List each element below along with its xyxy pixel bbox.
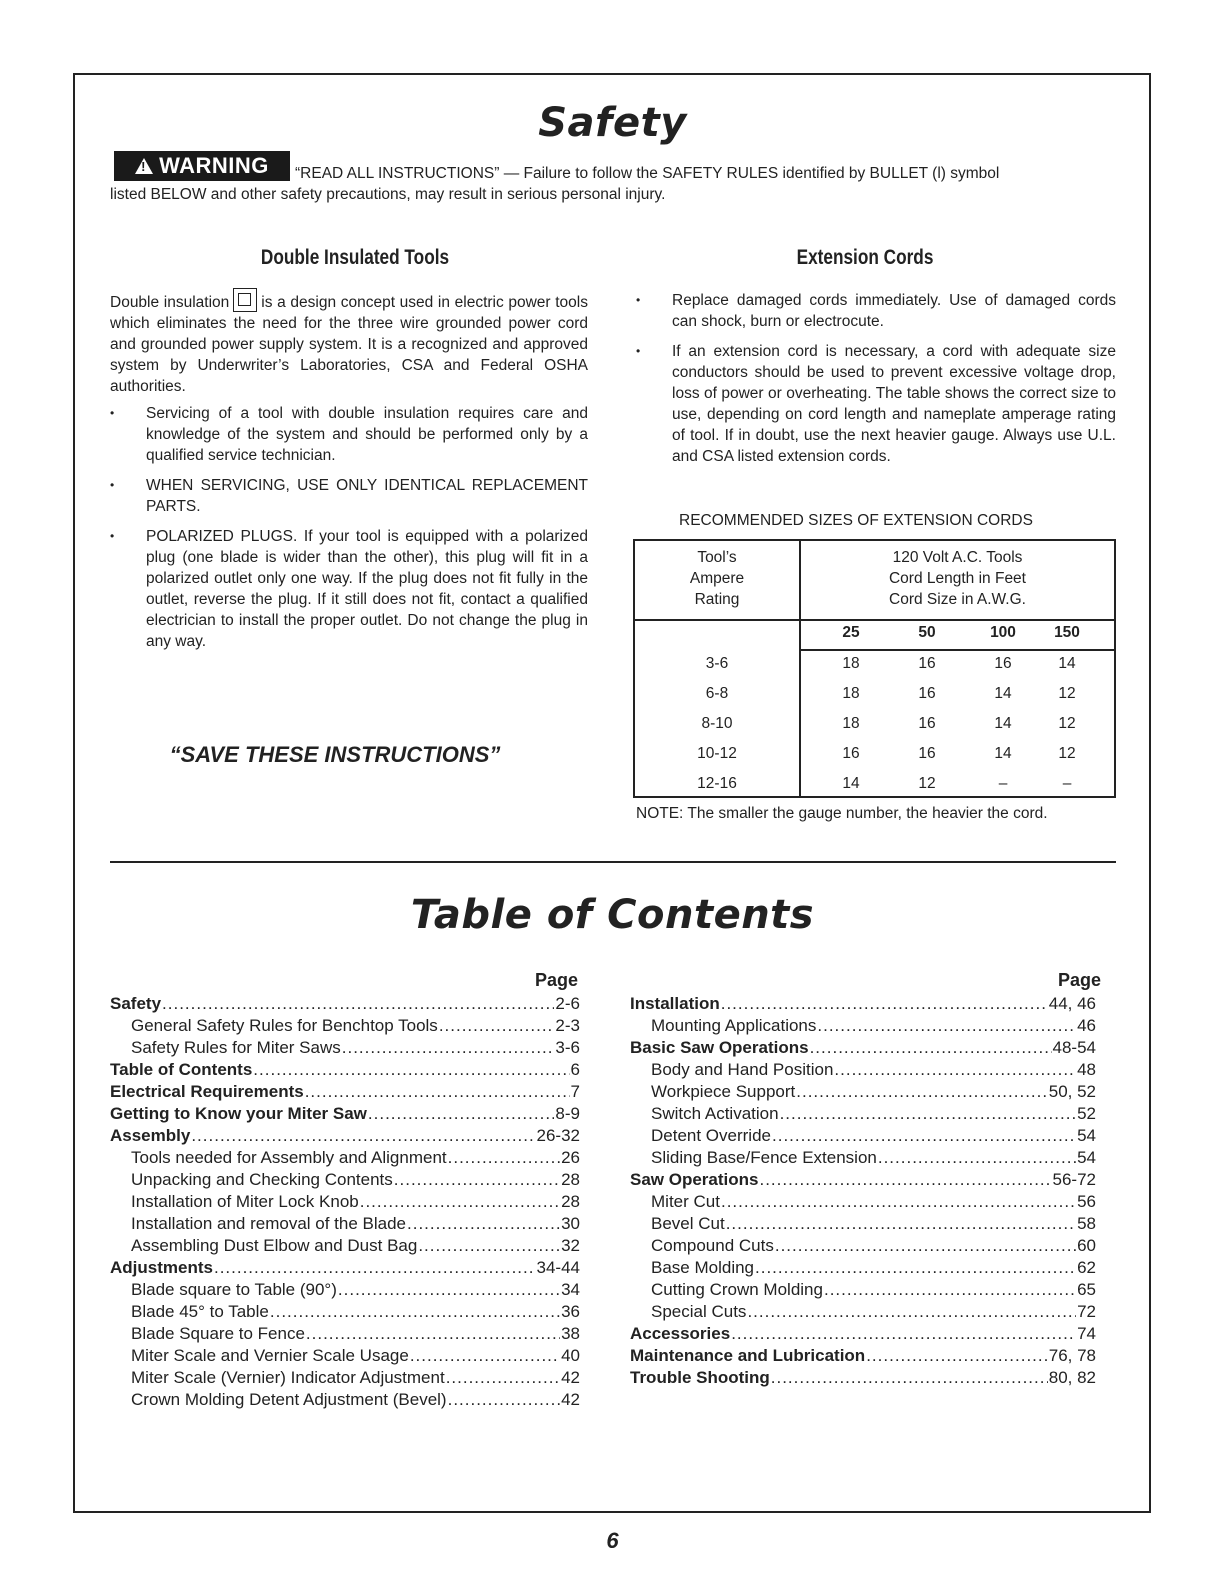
toc-entry-page: 28 xyxy=(561,1192,580,1211)
toc-entry-page: 48-54 xyxy=(1052,1038,1096,1057)
toc-leader-dots xyxy=(407,1213,560,1235)
toc-entry xyxy=(630,993,1096,1015)
toc-entry-label: Cutting Crown Molding xyxy=(651,1280,823,1299)
gauge-cell: 12 xyxy=(1058,745,1076,762)
toc-entry-page: 26-32 xyxy=(536,1126,580,1145)
toc-leader-dots xyxy=(448,1147,560,1169)
toc-entry-label: Crown Molding Detent Adjustment (Bevel) xyxy=(131,1390,447,1409)
toc-page-header-right: Page xyxy=(1058,970,1102,990)
toc-entry-label: Maintenance and Lubrication xyxy=(630,1346,866,1365)
cord-length-row xyxy=(801,624,1114,645)
toc-entry-page: 42 xyxy=(561,1390,580,1409)
rating-cell: 10-12 xyxy=(697,745,737,762)
section-divider xyxy=(110,861,1116,863)
toc-entry xyxy=(110,1103,580,1125)
toc-entry-page: 58 xyxy=(1077,1214,1096,1233)
toc-entry xyxy=(110,1037,580,1059)
toc-leader-dots xyxy=(866,1345,1048,1367)
toc-leader-dots xyxy=(796,1081,1047,1103)
toc-leader-dots xyxy=(394,1169,560,1191)
rating-cell: 12-16 xyxy=(697,775,737,792)
toc-page-header-left: Page xyxy=(535,970,579,990)
toc-entry-page: 76, 78 xyxy=(1048,1346,1096,1365)
toc-entry-label: Installation xyxy=(630,994,720,1013)
toc-entry-page: 72 xyxy=(1077,1302,1096,1321)
list-item: • WHEN SERVICING, USE ONLY IDENTICAL REPLACEMENT PARTS. xyxy=(110,475,588,517)
toc-leader-dots xyxy=(448,1389,560,1411)
toc-entry xyxy=(110,1213,580,1235)
header-line: Rating xyxy=(694,591,740,608)
list-item: • If an extension cord is necessary, a cord with adequate size conductors should be used to prevent excessive voltage drop, loss of power or overheating. The table shows the correct size to use, depending on cord length and nameplate amperage rating of tool. If in doubt, use the next heavier gauge. Always use U.L. and CSA listed extension cords. xyxy=(636,341,1116,467)
toc-leader-dots xyxy=(410,1345,560,1367)
intro-line-1: “READ ALL INSTRUCTIONS” — Failure to follow the SAFETY RULES identified by BULLET (l) symbol xyxy=(295,165,1000,182)
toc-entry-page: 7 xyxy=(570,1082,580,1101)
toc-entry-label: Tools needed for Assembly and Alignment xyxy=(131,1148,447,1167)
toc-leader-dots xyxy=(439,1015,555,1037)
toc-entry-label: Compound Cuts xyxy=(651,1236,774,1255)
toc-entry-label: Workpiece Support xyxy=(651,1082,796,1101)
toc-leader-dots xyxy=(755,1257,1076,1279)
double-insulated-paragraph xyxy=(110,288,588,397)
toc-entry xyxy=(630,1213,1096,1235)
toc-entry xyxy=(630,1235,1096,1257)
gauge-cell: 16 xyxy=(918,655,936,672)
toc-entry-label: Saw Operations xyxy=(630,1170,759,1189)
gauge-cell: 16 xyxy=(918,745,936,762)
toc-entry-label: Table of Contents xyxy=(110,1060,253,1079)
toc-leader-dots xyxy=(878,1147,1076,1169)
table-row xyxy=(635,655,1114,679)
rating-cell: 6-8 xyxy=(705,685,729,702)
toc-entry xyxy=(110,1125,580,1147)
toc-leader-dots xyxy=(771,1367,1048,1389)
rating-cell: 8-10 xyxy=(701,715,733,732)
toc-entry xyxy=(630,1037,1096,1059)
toc-leader-dots xyxy=(810,1037,1052,1059)
toc-leader-dots xyxy=(305,1081,570,1103)
toc-entry-page: 40 xyxy=(561,1346,580,1365)
toc-entry-label: Base Molding xyxy=(651,1258,755,1277)
gauge-cell: 18 xyxy=(842,655,860,672)
di-text-start: Double insulation xyxy=(110,294,230,311)
toc-leader-dots xyxy=(780,1103,1077,1125)
toc-entry-page: 32 xyxy=(561,1236,580,1255)
toc-entry-label: Safety Rules for Miter Saws xyxy=(131,1038,341,1057)
gauge-cell: 14 xyxy=(994,685,1012,702)
save-instructions: “SAVE THESE INSTRUCTIONS” xyxy=(169,742,501,767)
toc-entry-page: 52 xyxy=(1077,1104,1096,1123)
toc-entry-label: Special Cuts xyxy=(651,1302,747,1321)
toc-entry xyxy=(630,1081,1096,1103)
toc-entry xyxy=(630,1345,1096,1367)
toc-entry xyxy=(630,1103,1096,1125)
gauge-cell: 14 xyxy=(994,715,1012,732)
table-row xyxy=(635,685,1114,709)
table-row xyxy=(635,775,1114,799)
page-number: 6 xyxy=(606,1528,619,1553)
toc-entry-page: 56 xyxy=(1077,1192,1096,1211)
toc-entry xyxy=(110,993,580,1015)
toc-entry xyxy=(110,1081,580,1103)
toc-entry xyxy=(110,1169,580,1191)
toc-entry-page: 2-3 xyxy=(555,1016,580,1035)
toc-leader-dots xyxy=(726,1213,1076,1235)
toc-entry-page: 56-72 xyxy=(1052,1170,1096,1189)
header-line: 120 Volt A.C. Tools xyxy=(892,549,1023,566)
toc-entry-label: Mounting Applications xyxy=(651,1016,817,1035)
gauge-cell: 16 xyxy=(918,715,936,732)
toc-leader-dots xyxy=(834,1059,1076,1081)
toc-entry-label: Safety xyxy=(110,994,162,1013)
list-item: • Servicing of a tool with double insulation requires care and knowledge of the system and should be performed only by a qualified service technician. xyxy=(110,403,588,466)
extension-cords-bullets xyxy=(636,290,1116,476)
toc-title: Table of Contents xyxy=(410,892,815,938)
toc-entry-label: Accessories xyxy=(630,1324,731,1343)
toc-entry-label: Switch Activation xyxy=(651,1104,779,1123)
toc-leader-dots xyxy=(306,1323,560,1345)
toc-entry-page: 54 xyxy=(1077,1126,1096,1145)
toc-entry xyxy=(630,1367,1096,1389)
toc-leader-dots xyxy=(191,1125,535,1147)
toc-entry-label: Assembly xyxy=(110,1126,191,1145)
toc-entry-page: 48 xyxy=(1077,1060,1096,1079)
cord-table-title: RECOMMENDED SIZES OF EXTENSION CORDS xyxy=(679,512,1033,529)
toc-entry-page: 8-9 xyxy=(555,1104,580,1123)
toc-entry-label: Detent Override xyxy=(651,1126,771,1145)
cord-table-note: NOTE: The smaller the gauge number, the heavier the cord. xyxy=(636,805,1048,822)
toc-entry-page: 46 xyxy=(1077,1016,1096,1035)
toc-entry-label: Miter Cut xyxy=(651,1192,720,1211)
list-item: • Replace damaged cords immediately. Use of damaged cords can shock, burn or electrocute. xyxy=(636,290,1116,332)
toc-entry-page: 28 xyxy=(561,1170,580,1189)
toc-entry-page: 44, 46 xyxy=(1048,994,1096,1013)
toc-leader-dots xyxy=(214,1257,536,1279)
toc-entry-page: 42 xyxy=(561,1368,580,1387)
length-100: 100 xyxy=(990,624,1016,641)
toc-right-column xyxy=(630,993,1096,1389)
toc-entry-label: Miter Scale (Vernier) Indicator Adjustment xyxy=(131,1368,445,1387)
toc-entry xyxy=(630,1125,1096,1147)
gauge-cell: 14 xyxy=(1058,655,1076,672)
gauge-cell: 14 xyxy=(842,775,860,792)
gauge-cell: 12 xyxy=(1058,715,1076,732)
gauge-cell: 16 xyxy=(918,685,936,702)
toc-entry-label: Blade 45° to Table xyxy=(131,1302,269,1321)
toc-leader-dots xyxy=(270,1301,560,1323)
toc-entry-label: Installation of Miter Lock Knob xyxy=(131,1192,359,1211)
gauge-cell: 18 xyxy=(842,685,860,702)
toc-entry-page: 60 xyxy=(1077,1236,1096,1255)
toc-entry-page: 6 xyxy=(570,1060,580,1079)
toc-entry-page: 50, 52 xyxy=(1048,1082,1096,1101)
toc-entry xyxy=(110,1279,580,1301)
toc-entry-page: 26 xyxy=(561,1148,580,1167)
warning-label: WARNING xyxy=(159,153,269,178)
safety-intro xyxy=(110,163,1120,205)
double-insulated-bullets xyxy=(110,403,588,661)
extension-cords-heading: Extension Cords xyxy=(796,246,934,269)
toc-entry-label: Sliding Base/Fence Extension xyxy=(651,1148,877,1167)
di-text-end: is a design concept used in electric power tools which eliminates the need for the three wire grounded power cord and grounded power supply system. It is a recognized and approved system by Underwriter’s Laboratories, CSA and Federal OSHA authorities. xyxy=(110,294,588,395)
header-line: Cord Length in Feet xyxy=(888,570,1026,587)
toc-entry-label: Miter Scale and Vernier Scale Usage xyxy=(131,1346,409,1365)
gauge-cell: 12 xyxy=(1058,685,1076,702)
toc-leader-dots xyxy=(721,993,1048,1015)
toc-entry xyxy=(630,1279,1096,1301)
toc-entry xyxy=(630,1169,1096,1191)
gauge-cell: 14 xyxy=(994,745,1012,762)
toc-entry xyxy=(630,1323,1096,1345)
length-150: 150 xyxy=(1054,624,1080,641)
gauge-cell: 18 xyxy=(842,715,860,732)
toc-leader-dots xyxy=(731,1323,1076,1345)
toc-entry xyxy=(110,1389,580,1411)
toc-leader-dots xyxy=(342,1037,555,1059)
toc-leader-dots xyxy=(817,1015,1076,1037)
toc-leader-dots xyxy=(446,1367,560,1389)
toc-entry-page: 34 xyxy=(561,1280,580,1299)
double-insulated-heading: Double Insulated Tools xyxy=(260,246,450,269)
table-left-header xyxy=(635,547,799,610)
toc-entry xyxy=(110,1147,580,1169)
toc-entry-label: Bevel Cut xyxy=(651,1214,725,1233)
header-line: Cord Size in A.W.G. xyxy=(889,591,1026,608)
toc-entry-label: Basic Saw Operations xyxy=(630,1038,809,1057)
toc-entry xyxy=(110,1015,580,1037)
toc-entry-label: Getting to Know your Miter Saw xyxy=(110,1104,367,1123)
toc-entry xyxy=(110,1235,580,1257)
header-line: Tool’s xyxy=(697,549,737,566)
toc-entry-label: Installation and removal of the Blade xyxy=(131,1214,407,1233)
toc-entry-page: 38 xyxy=(561,1324,580,1343)
toc-entry xyxy=(110,1191,580,1213)
toc-entry xyxy=(110,1257,580,1279)
toc-entry xyxy=(110,1301,580,1323)
toc-entry xyxy=(110,1059,580,1081)
toc-entry xyxy=(630,1257,1096,1279)
toc-entry-page: 62 xyxy=(1077,1258,1096,1277)
intro-line-2: listed BELOW and other safety precautions, may result in serious personal injury. xyxy=(110,186,666,203)
toc-leader-dots xyxy=(368,1103,555,1125)
toc-entry-page: 74 xyxy=(1077,1324,1096,1343)
toc-entry-label: Adjustments xyxy=(110,1258,213,1277)
list-item: • POLARIZED PLUGS. If your tool is equipped with a polarized plug (one blade is wider than the other), this plug will fit in a polarized outlet only one way. If the plug does not fit fully in the outlet, reverse the plug. If it still does not fit, contact a qualified electrician to install the proper outlet. Do not change the plug in any way. xyxy=(110,526,588,652)
toc-entry xyxy=(630,1147,1096,1169)
toc-leader-dots xyxy=(721,1191,1076,1213)
toc-leader-dots xyxy=(772,1125,1076,1147)
gauge-cell: – xyxy=(1062,775,1072,792)
toc-entry xyxy=(630,1015,1096,1037)
toc-leader-dots xyxy=(759,1169,1051,1191)
gauge-cell: – xyxy=(998,775,1008,792)
table-row xyxy=(635,715,1114,739)
toc-entry-label: Electrical Requirements xyxy=(110,1082,304,1101)
toc-entry-label: Blade square to Table (90°) xyxy=(131,1280,337,1299)
safety-title: Safety xyxy=(538,100,687,146)
toc-entry xyxy=(630,1191,1096,1213)
table-row xyxy=(635,745,1114,769)
toc-entry xyxy=(110,1345,580,1367)
toc-leader-dots xyxy=(775,1235,1076,1257)
toc-entry xyxy=(630,1301,1096,1323)
toc-entry-label: Body and Hand Position xyxy=(651,1060,834,1079)
toc-entry-label: General Safety Rules for Benchtop Tools xyxy=(131,1016,438,1035)
header-line: Ampere xyxy=(689,570,745,587)
toc-entry-page: 3-6 xyxy=(555,1038,580,1057)
toc-entry-page: 34-44 xyxy=(536,1258,580,1277)
table-right-header xyxy=(801,547,1114,610)
toc-entry xyxy=(110,1367,580,1389)
toc-entry-label: Trouble Shooting xyxy=(630,1368,770,1387)
toc-leader-dots xyxy=(338,1279,560,1301)
cord-size-table xyxy=(633,539,1116,798)
toc-entry-page: 30 xyxy=(561,1214,580,1233)
toc-entry-page: 65 xyxy=(1077,1280,1096,1299)
toc-leader-dots xyxy=(824,1279,1076,1301)
toc-leader-dots xyxy=(747,1301,1076,1323)
toc-entry-label: Blade Square to Fence xyxy=(131,1324,305,1343)
toc-entry xyxy=(110,1323,580,1345)
toc-leader-dots xyxy=(253,1059,569,1081)
length-25: 25 xyxy=(842,624,860,641)
toc-entry xyxy=(630,1059,1096,1081)
toc-leader-dots xyxy=(360,1191,560,1213)
toc-entry-page: 2-6 xyxy=(555,994,580,1013)
toc-leader-dots xyxy=(418,1235,560,1257)
toc-entry-page: 80, 82 xyxy=(1048,1368,1096,1387)
toc-entry-page: 54 xyxy=(1077,1148,1096,1167)
gauge-cell: 16 xyxy=(994,655,1012,672)
double-insulation-symbol-icon xyxy=(233,288,257,312)
length-50: 50 xyxy=(918,624,936,641)
rating-cell: 3-6 xyxy=(705,655,729,672)
toc-entry-label: Assembling Dust Elbow and Dust Bag xyxy=(131,1236,418,1255)
gauge-cell: 16 xyxy=(842,745,860,762)
toc-left-column xyxy=(110,993,580,1411)
toc-entry-page: 36 xyxy=(561,1302,580,1321)
toc-entry-label: Unpacking and Checking Contents xyxy=(131,1170,393,1189)
toc-leader-dots xyxy=(162,993,554,1015)
gauge-cell: 12 xyxy=(918,775,936,792)
